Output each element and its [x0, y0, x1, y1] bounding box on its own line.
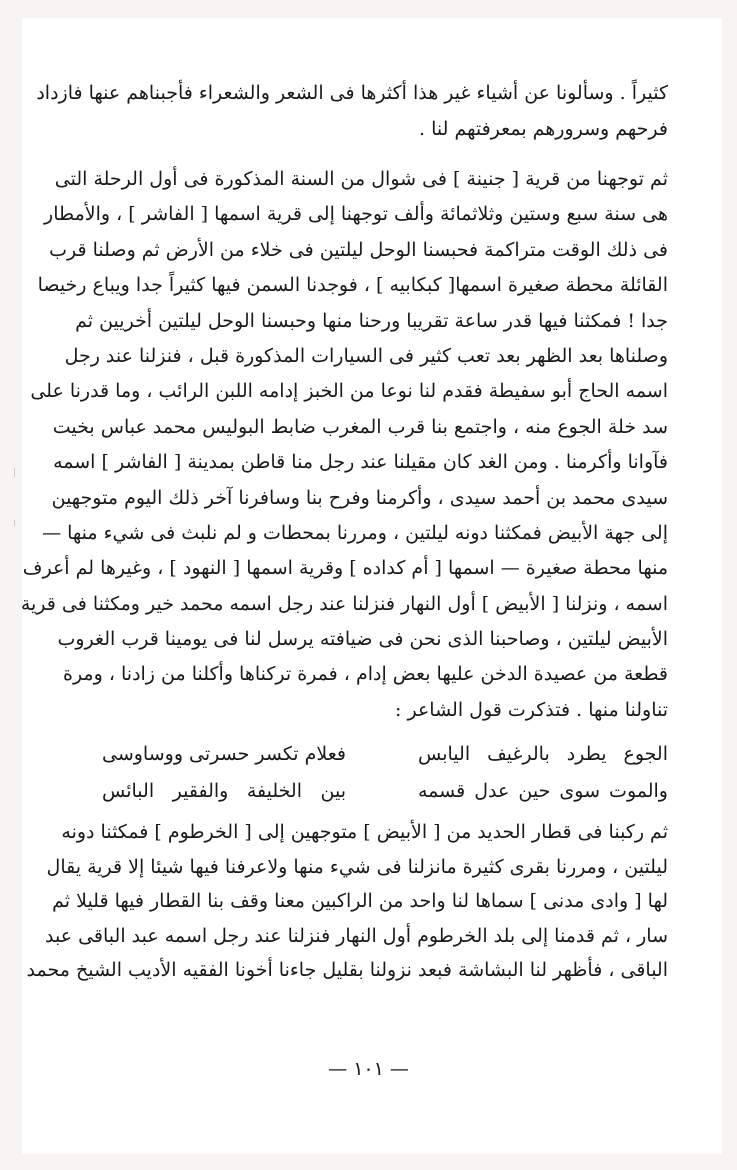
text-line: كثيراً . وسألونا عن أشياء غير هذا أكثرها فى الشعر والشعراء فأجبناهم عنها فازداد — [36, 82, 668, 104]
paragraph-3 — [26, 815, 668, 988]
poem-hemistich-first: الجوع يطرد بالرغيف اليابس — [418, 743, 668, 765]
text-line: منها محطة صغيرة — اسمها [ أم كداده ] وقرية اسمها [ النهود ] ، وغيرها لم أعرف — [22, 557, 668, 580]
poem-hemistich-first: والموت سوى حين عدل قسمه — [418, 780, 668, 802]
paragraph-1 — [36, 75, 668, 147]
text-line: ليلتين ، ومررنا بقرى كثيرة مانزلنا فى شيء منها ولاعرفنا فيها شيئا إلا قرية يقال — [46, 855, 668, 878]
text-line: وصلناها بعد الظهر بعد تعب كثير فى السيارات المذكورة قبل ، فنزلنا عند رجل — [64, 344, 668, 367]
text-line: إلى جهة الأبيض فمكثنا دونه ليلتين ، ومررنا بمحطات و لم نلبث فى شيء منها — — [42, 521, 668, 544]
scan-mark — [14, 520, 15, 526]
text-line: سيدى محمد بن أحمد سيدى ، وأكرمنا وفرح بنا وسافرنا آخر ذلك اليوم متوجهين — [51, 486, 668, 509]
text-line: سار ، ثم قدمنا إلى بلد الخرطوم أول النهار فنزلنا عند رجل اسمه عبد الباقى عبد — [45, 924, 668, 947]
poem-verse — [95, 773, 668, 810]
text-line: ثم ركبنا فى قطار الحديد من [ الأبيض ] متوجهين إلى [ الخرطوم ] فمكثنا دونه — [61, 821, 668, 843]
text-line: تناولنا منها . فتذكرت قول الشاعر : — [395, 698, 668, 721]
text-line: فى ذلك الوقت متراكمة فحبسنا الوحل ليلتين فى خلاء من الأرض ثم وصلنا قرب — [49, 238, 668, 261]
poem-hemistich-second: فعلام تكسر حسرتى ووساوسى — [102, 743, 346, 765]
text-line: القائلة محطة صغيرة اسمها[ كبكابيه ] ، فوجدنا السمن فيها كثيراً جدا ويباع رخيصا — [37, 274, 668, 297]
text-line: فآوانا وأكرمنا . ومن الغد كان مقيلنا عند رجل منا قاطن بمدينة [ الفاشر ] اسمه — [53, 451, 668, 474]
paragraph-2 — [20, 162, 668, 728]
text-line: قطعة من عصيدة الدخن عليها بعض إدام ، فمرة تركناها وأكلنا من زادنا ، ومرة — [62, 663, 668, 686]
poem-verse — [95, 736, 668, 773]
poem — [95, 736, 668, 810]
text-line: هى سنة سبع وستين وثلاثمائة وألف توجهنا إلى قرية اسمها [ الفاشر ] ، والأمطار — [44, 203, 668, 226]
text-line: الأبيض ليلتين ، وصاحبنا الذى نحن فى ضيافته يرسل لنا فى يومينا قرب الغروب — [57, 628, 668, 651]
text-line: فرحهم وسرورهم بمعرفتهم لنا . — [419, 118, 668, 140]
text-line: سد خلة الجوع منه ، واجتمع بنا قرب المغرب ضابط البوليس محمد عباس بخيت — [52, 415, 668, 438]
text-line: اسمه ، ونزلنا [ الأبيض ] أول النهار فنزلنا عند رجل اسمه محمد خير ومكثنا فى قرية — [20, 592, 668, 615]
page-number: — ١٠١ — — [328, 1058, 409, 1080]
scan-mark — [14, 468, 15, 477]
text-line: لها [ وادى مدنى ] سماها لنا واحد من الراكبين معنا وقف بنا القطار فيها قليلا ثم — [52, 890, 668, 913]
text-line: جدا ! فمكثنا فيها قدر ساعة تقريبا ورحنا منها وحبسنا الوحل ليلتين أخريين ثم — [75, 309, 668, 332]
poem-hemistich-second: بين الخليفة والفقير البائس — [102, 780, 346, 802]
text-line: اسمه الحاج أبو سفيطة فقدم لنا نوعا من الخبز إدامه اللبن الرائب ، وما قدرنا على — [30, 380, 668, 403]
text-line: الباقى ، فأظهر لنا البشاشة فبعد نزولنا بقليل جاءنا أخونا الفقيه الأديب الشيخ محمد — [26, 959, 668, 982]
text-line: ثم توجهنا من قرية [ جنينة ] فى شوال من السنة المذكورة فى أول الرحلة التى — [54, 168, 668, 190]
